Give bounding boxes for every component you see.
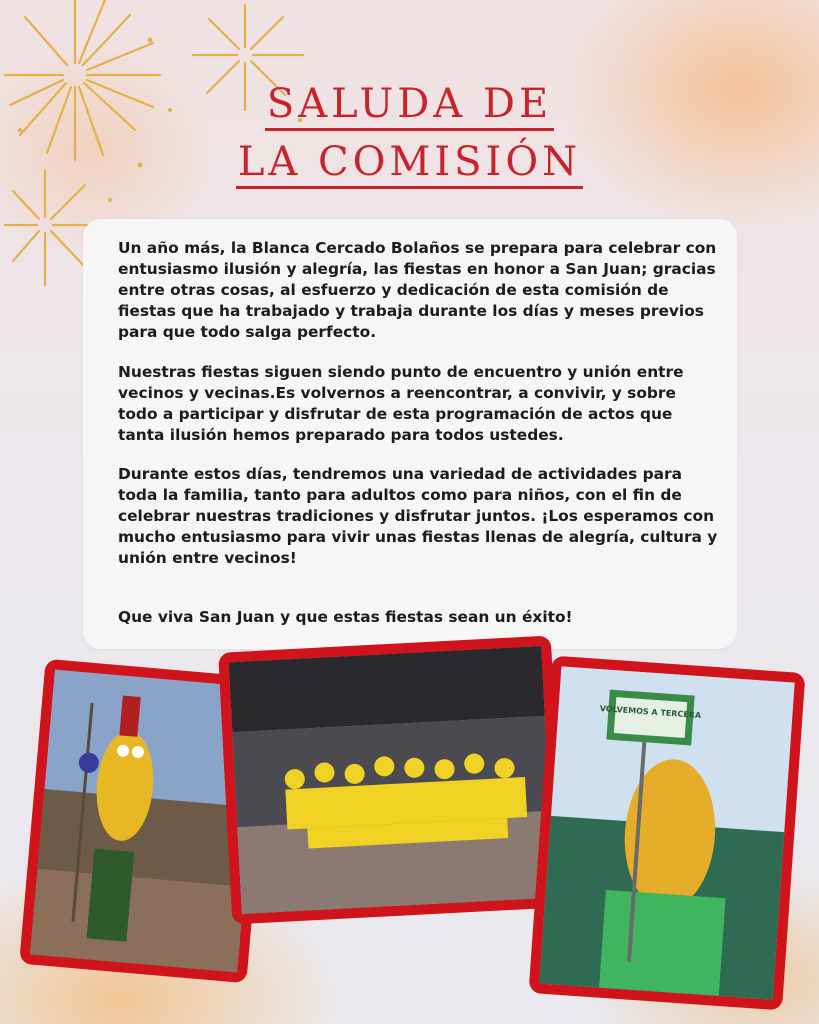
photo-group [218, 635, 565, 924]
page-title-line2: LA COMISIÓN [0, 138, 819, 189]
page-title-line1: SALUDA DE [0, 80, 819, 131]
message-closing: Que viva San Juan y que estas fiestas sean un éxito! [118, 608, 573, 626]
sign-text: VOLVEMOS A TERCERA [599, 704, 702, 721]
message-paragraph-1: Un año más, la Blanca Cercado Bolaños se prepara para celebrar con entusiasmo ilusión y alegría, las fiestas en honor a San Juan; gracias entre otras cosas, al esfuerzo y dedicación de esta comisión de fiestas que ha trabajado y trabaja durante los días y meses previos para que todo salga perfecto. [118, 239, 717, 341]
message-paragraph-3: Durante estos días, tendremos una variedad de actividades para toda la familia, tanto para adultos como para niños, con el fin de celebrar nuestras tradiciones y disfrutar juntos. ¡Los esperamos con mucho entusiasmo para vivir unas fiestas llenas de alegría, cultura y unión entre vecinos! [118, 465, 718, 567]
message-paragraph-2: Nuestras fiestas siguen siendo punto de encuentro y unión entre vecinos y vecinas.Es volvernos a reencontrar, a convivir, y sobre todo a participar y disfrutar de esta programación de actos que tanta ilusión hemos preparado para todos ustedes. [118, 363, 684, 444]
photo-corn-mascot-sign [529, 656, 806, 1011]
